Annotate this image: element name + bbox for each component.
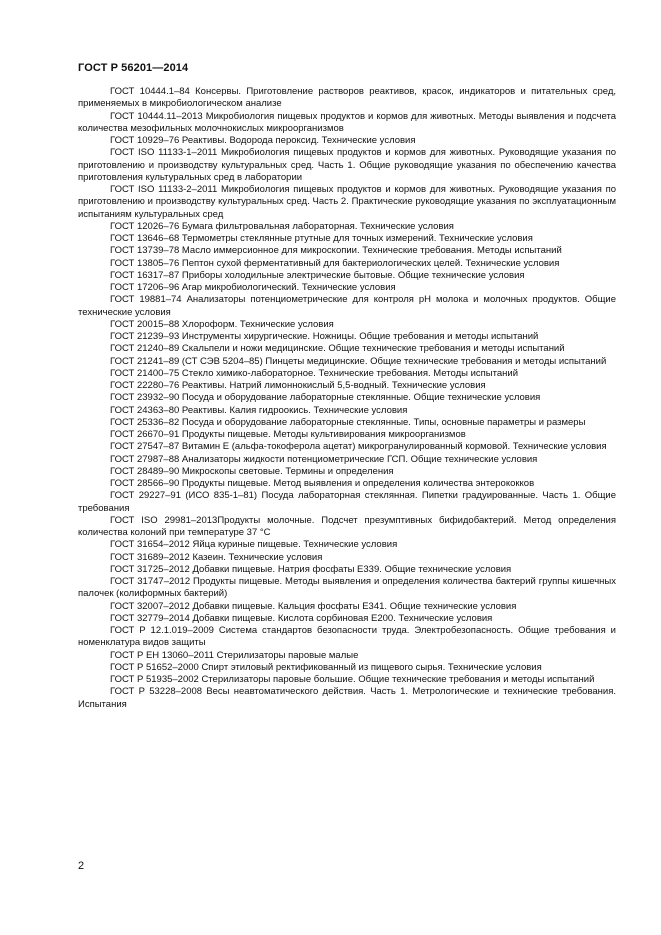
reference-item: ГОСТ 32007–2012 Добавки пищевые. Кальция фосфаты Е341. Общие технические условия: [110, 600, 517, 612]
reference-item: ГОСТ 27547–87 Витамин Е (альфа-токоферола ацетат) микрогранулированный кормовой. Технические условия: [110, 441, 607, 453]
reference-item: ГОСТ 21241–89 (СТ СЭВ 5204–85) Пинцеты медицинские. Общие технические требования и методы испытаний: [110, 355, 607, 367]
reference-item: ГОСТ 10444.1–84 Консервы. Приготовление растворов реактивов, красок, индикаторов и питательных сред, применяемых в микробиологическом анализе: [78, 86, 616, 110]
reference-item: ГОСТ Р ЕН 13060–2011 Стерилизаторы паровые малые: [110, 649, 359, 661]
reference-item: ГОСТ Р 53228–2008 Весы неавтоматического действия. Часть 1. Метрологические и технические требования. Испытания: [78, 686, 616, 710]
reference-item: ГОСТ 13646–68 Термометры стеклянные ртутные для точных измерений. Технические условия: [110, 233, 533, 244]
reference-item: ГОСТ 12026–76 Бумага фильтровальная лабораторная. Технические условия: [110, 220, 454, 232]
reference-item: ГОСТ 23932–90 Посуда и оборудование лабораторные стеклянные. Общие технические условия: [110, 392, 541, 404]
reference-item: ГОСТ 16317–87 Приборы холодильные электрические бытовые. Общие технические условия: [110, 269, 525, 281]
reference-item: ГОСТ 29227–91 (ИСО 835-1–81) Посуда лабораторная стеклянная. Пипетки градуированные. Часть 1. Общие требования: [78, 490, 616, 514]
reference-item: ГОСТ 21239–93 Инструменты хирургические. Ножницы. Общие требования и методы испытаний: [110, 331, 539, 342]
reference-item: ГОСТ ISO 29981–2013Продукты молочные. Подсчет презумптивных бифидобактерий. Метод определения количества колоний при температуре 37 °С: [78, 514, 616, 538]
reference-item: ГОСТ 13805–76 Пептон сухой ферментативный для бактериологических целей. Технические условия: [110, 257, 560, 269]
reference-item: ГОСТ Р 12.1.019–2009 Система стандартов безопасности труда. Электробезопасность. Общие требования и номенклатура видов защиты: [78, 625, 616, 649]
reference-item: ГОСТ 28566–90 Продукты пищевые. Метод выявления и определения количества энтерококков: [110, 478, 535, 489]
page-number: 2: [78, 860, 85, 872]
reference-item: ГОСТ 13739–78 Масло иммерсионное для микроскопии. Технические требования. Методы испытаний: [110, 245, 562, 257]
reference-item: ГОСТ 21240–89 Скальпели и ножи медицинские. Общие технические требования и методы испытаний: [110, 343, 565, 355]
reference-item: ГОСТ 25336–82 Посуда и оборудование лабораторные стеклянные. Типы, основные параметры и размеры: [110, 416, 586, 428]
reference-item: ГОСТ 24363–80 Реактивы. Калия гидроокись. Технические условия: [110, 404, 408, 416]
reference-item: ГОСТ 26670–91 Продукты пищевые. Методы культивирования микроорганизмов: [110, 429, 466, 440]
reference-item: ГОСТ Р 51935–2002 Стерилизаторы паровые большие. Общие технические требования и методы испытаний: [110, 674, 595, 685]
reference-item: ГОСТ 22280–76 Реактивы. Натрий лимоннокислый 5,5-водный. Технические условия: [110, 380, 486, 391]
reference-item: ГОСТ 28489–90 Микроскопы световые. Термины и определения: [110, 465, 394, 477]
reference-item: ГОСТ ISO 11133-2–2011 Микробиология пищевых продуктов и кормов для животных. Руководящие указания по приготовлению и производству культуральных сред. Часть 2. Практические руководящие указания по эксплуатационным испытаниям культуральных сред: [78, 184, 616, 220]
document-body: [78, 86, 616, 711]
reference-item: ГОСТ 27987–88 Анализаторы жидкости потенциометрические ГСП. Общие технические условия: [110, 453, 538, 465]
reference-item: ГОСТ 31689–2012 Казеин. Технические условия: [110, 551, 323, 563]
reference-item: ГОСТ 31747–2012 Продукты пищевые. Методы выявления и определения количества бактерий группы кишечных палочек (колиформных бактерий): [78, 576, 616, 600]
reference-item: ГОСТ 19881–74 Анализаторы потенциометрические для контроля рН молока и молочных продуктов. Общие технические условия: [78, 294, 616, 318]
reference-item: ГОСТ Р 51652–2000 Спирт этиловый ректификованный из пищевого сырья. Технические условия: [110, 661, 542, 673]
page-header: ГОСТ Р 56201—2014: [78, 62, 189, 74]
reference-item: ГОСТ 31725–2012 Добавки пищевые. Натрия фосфаты Е339. Общие технические условия: [110, 563, 512, 575]
reference-item: ГОСТ 21400–75 Стекло химико-лабораторное. Технические требования. Методы испытаний: [110, 367, 519, 379]
reference-item: ГОСТ 20015–88 Хлороформ. Технические условия: [110, 318, 334, 330]
reference-item: ГОСТ 10929–76 Реактивы. Водорода пероксид. Технические условия: [110, 135, 416, 146]
reference-item: ГОСТ 10444.11–2013 Микробиология пищевых продуктов и кормов для животных. Методы выявления и подсчета количества мезофильных молочнокислых микроорганизмов: [78, 110, 616, 134]
reference-item: ГОСТ ISO 11133-1–2011 Микробиология пищевых продуктов и кормов для животных. Руководящие указания по приготовлению и производству культуральных сред. Часть 1. Общие руководящие указания по обеспечению качества приготовления культуральных сред в лаборатории: [78, 147, 616, 183]
reference-item: ГОСТ 17206–96 Агар микробиологический. Технические условия: [110, 282, 396, 293]
reference-item: ГОСТ 31654–2012 Яйца куриные пищевые. Технические условия: [110, 539, 398, 551]
reference-item: ГОСТ 32779–2014 Добавки пищевые. Кислота сорбиновая Е200. Технические условия: [110, 612, 493, 624]
